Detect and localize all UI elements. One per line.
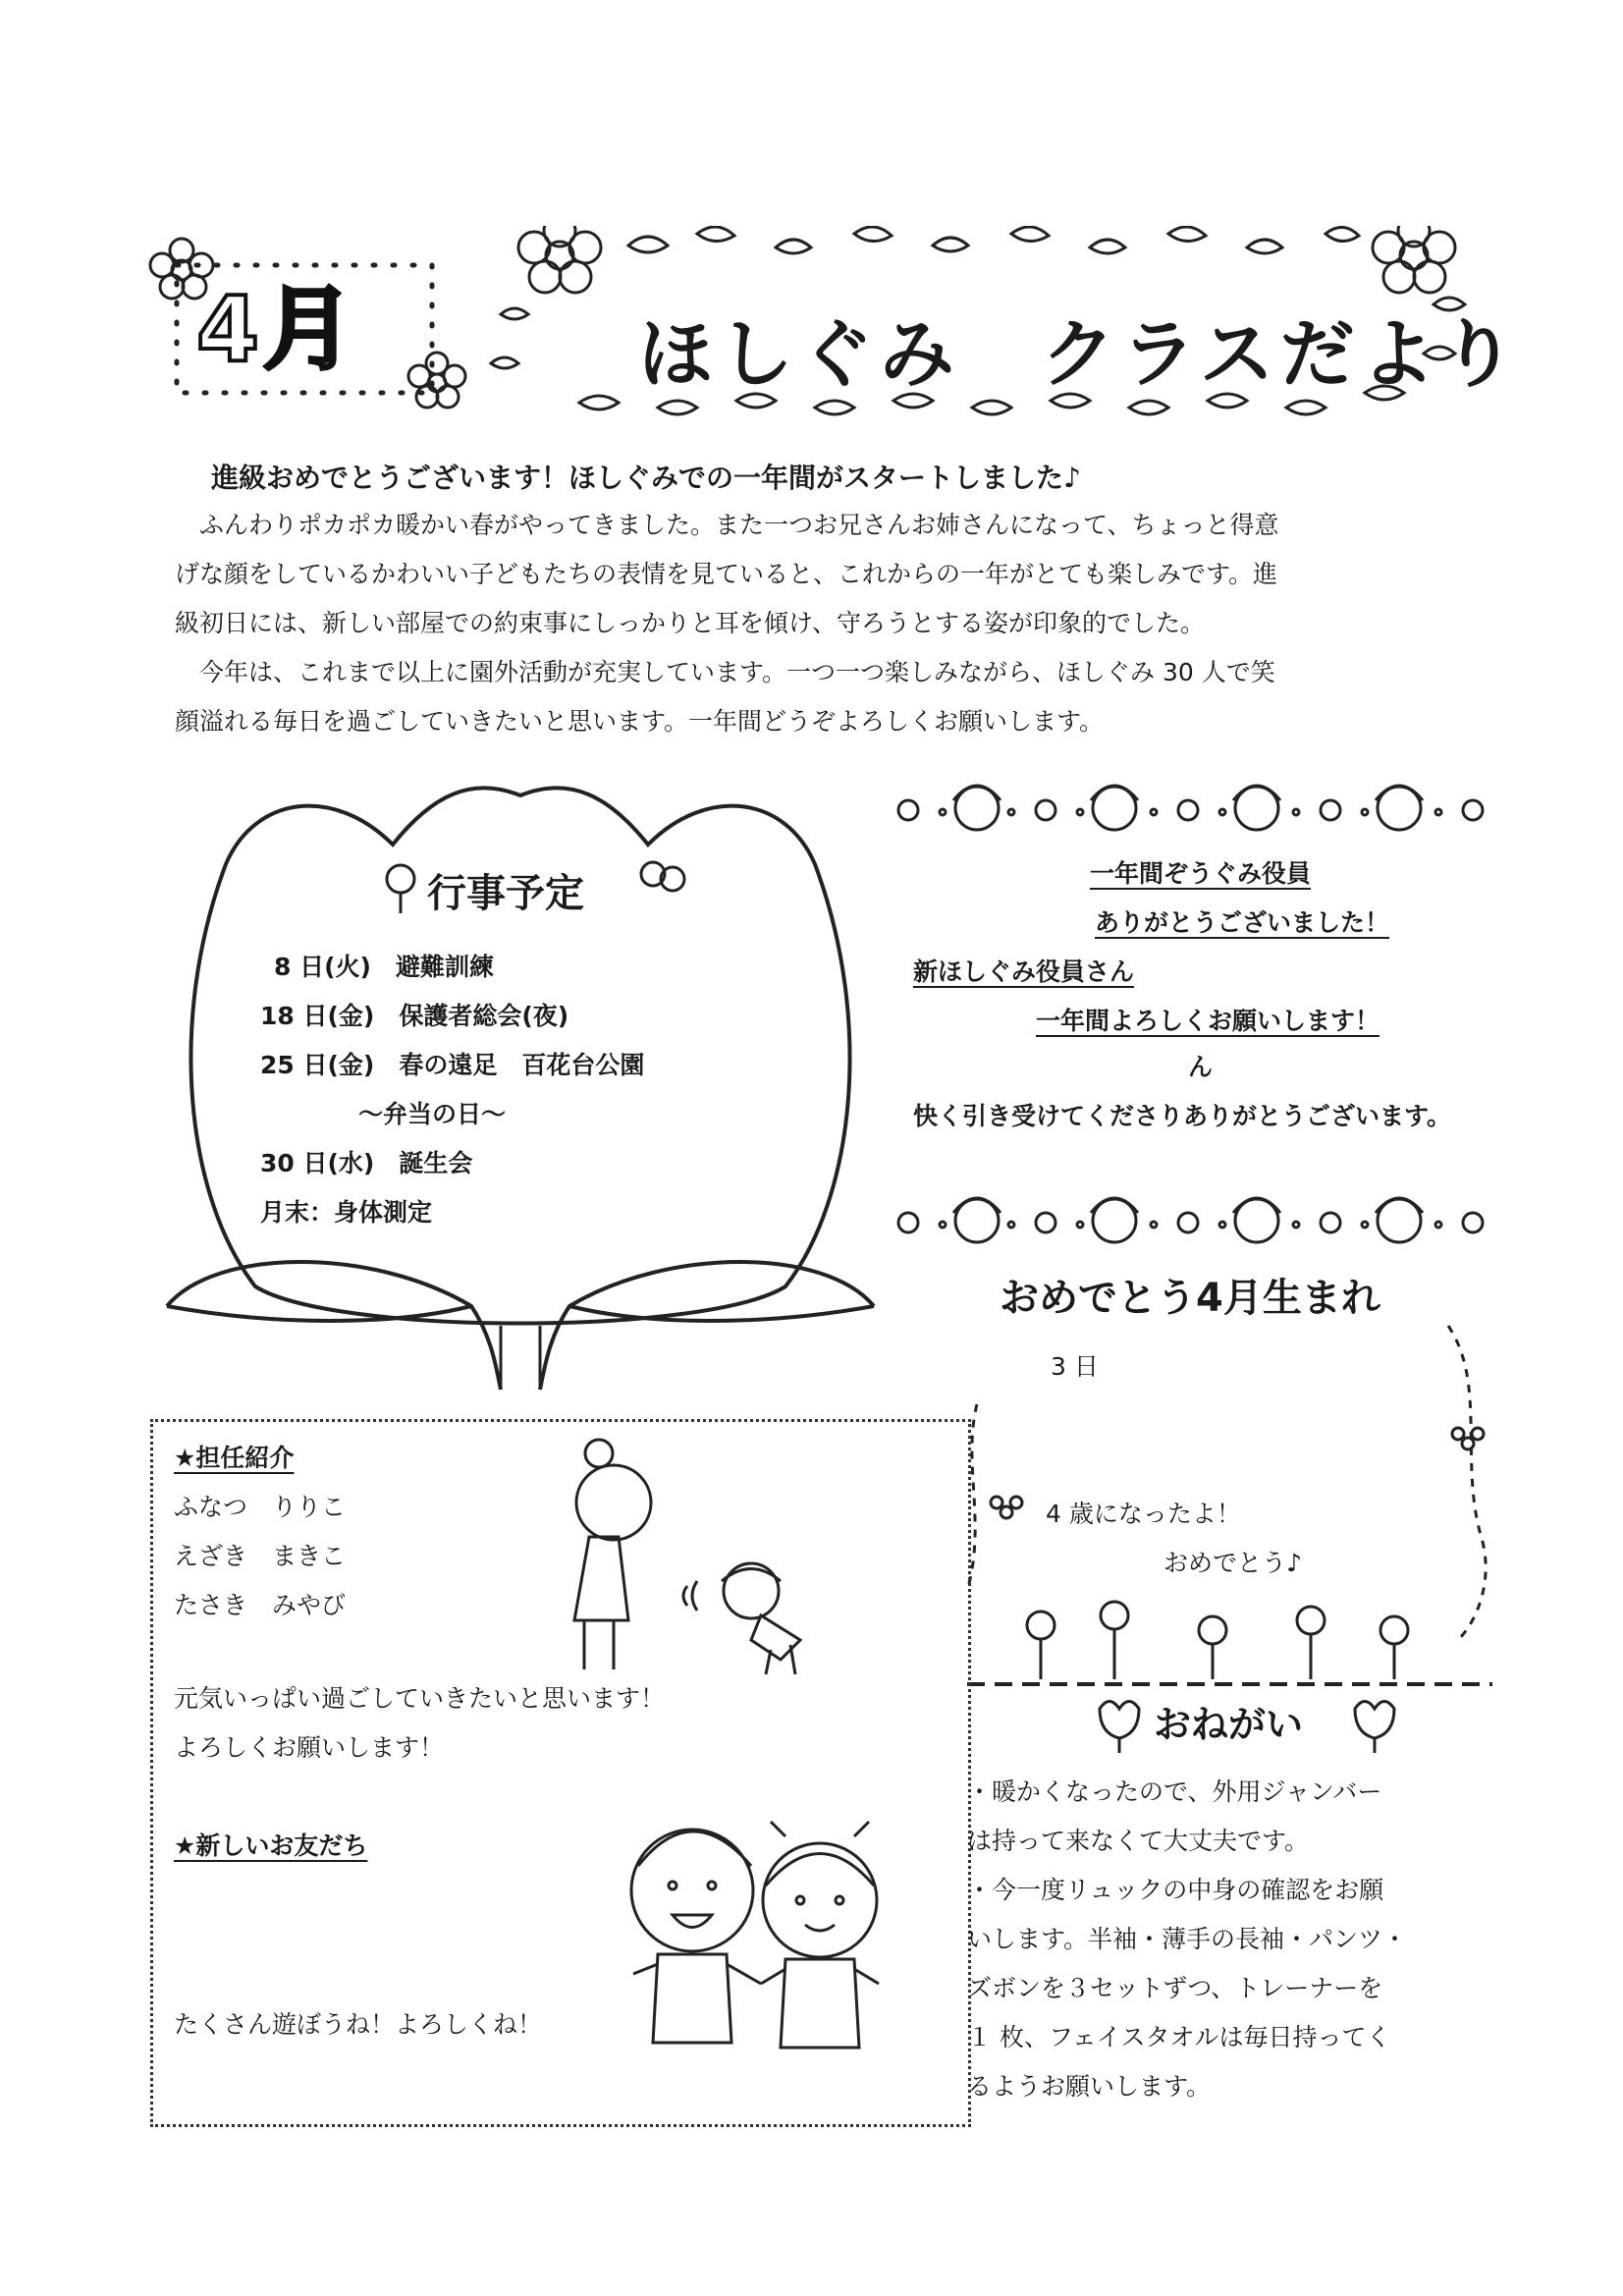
kids-border-bottom <box>889 1183 1497 1262</box>
officers-line3: 新ほしぐみ役員さん <box>913 957 1135 986</box>
intro-line: 顔溢れる毎日を過ごしていきたいと思います。一年間どうぞよろしくお願いします。 <box>175 707 1105 736</box>
intro-line: げな顔をしているかわいい子どもたちの表情を見ていると、これからの一年がとても楽しみです。進 <box>175 560 1278 588</box>
request-line: は持って来なくて大丈夫です。 <box>967 1827 1310 1855</box>
intro-line: 級初日には、新しい部屋での約束事にしっかりと耳を傾け、守ろうとする姿が印象的でした。 <box>175 609 1206 637</box>
birthday-title: おめでとう4月生まれ <box>1000 1276 1380 1321</box>
request-line: ズボンを３セットずつ、トレーナーを <box>967 1974 1383 2002</box>
teacher-name: たさき みやび <box>174 1591 347 1619</box>
teacher-bowing-illustration <box>550 1434 854 1679</box>
friends-heading: ★新しいお友だち <box>174 1831 368 1860</box>
kids-border-top <box>889 771 1497 849</box>
teachers-heading: ★担任紹介 <box>174 1444 295 1472</box>
birthday-date: 3 日 <box>1051 1352 1099 1381</box>
event-item: 25 日(金) 春の遠足 百花台公園 <box>260 1051 645 1079</box>
requests-title: おねがい <box>1154 1703 1304 1746</box>
intro-lead: 進級おめでとうございます！ほしぐみでの一年間がスタートしました♪ <box>211 462 1081 494</box>
teachers-message-2: よろしくお願いします！ <box>174 1733 445 1762</box>
month-title: 4月 <box>196 277 358 382</box>
request-line: ・今一度リュックの中身の確認をお願 <box>967 1876 1384 1904</box>
event-item: 8 日(火) 避難訓練 <box>274 953 494 981</box>
newsletter-title: ほしぐみ クラスだより <box>638 310 1522 398</box>
events-title: 行事予定 <box>427 871 584 916</box>
teacher-name: えざき まきこ <box>174 1542 347 1570</box>
teacher-name: ふなつ りりこ <box>174 1493 347 1521</box>
events-list <box>260 943 644 1237</box>
intro-body <box>175 501 1279 746</box>
intro-line: 今年は、これまで以上に園外活動が充実しています。一つ一つ楽しみながら、ほしぐみ 30 人で笑 <box>175 658 1275 686</box>
officers-line2: ありがとうございました！ <box>1095 908 1390 937</box>
two-kids-illustration <box>614 1807 898 2072</box>
birthday-message-1: 4 歳になったよ！ <box>1046 1500 1241 1528</box>
officers-line1: 一年間ぞうぐみ役員 <box>1090 859 1312 888</box>
officers-line5: ん <box>1188 1053 1214 1081</box>
event-item: 30 日(水) 誕生会 <box>260 1149 473 1177</box>
request-line: ・暖かくなったので、外用ジャンバー <box>967 1777 1382 1806</box>
request-line: るようお願いします。 <box>967 2072 1212 2101</box>
requests-list <box>967 1768 1407 2111</box>
teachers-message-1: 元気いっぱい過ごしていきたいと思います！ <box>174 1684 666 1713</box>
event-item: 月末：身体測定 <box>260 1198 433 1227</box>
officers-line6: 快く引き受けてくださりありがとうございます。 <box>913 1102 1452 1130</box>
birthday-message-2: おめでとう♪ <box>1163 1549 1302 1577</box>
event-item: 18 日(金) 保護者総会(夜) <box>260 1002 569 1030</box>
request-line: いします。半袖・薄手の長袖・パンツ・ <box>967 1925 1408 1953</box>
teacher-names <box>174 1483 346 1630</box>
request-line: １ 枚、フェイスタオルは毎日持ってく <box>967 2023 1391 2051</box>
friends-message: たくさん遊ぼうね！よろしくね！ <box>174 2010 543 2039</box>
event-item: ～弁当の日～ <box>260 1100 507 1128</box>
birthday-frame <box>957 1267 1502 1699</box>
intro-line: ふんわりポカポカ暖かい春がやってきました。また一つお兄さんお姉さんになって、ちょっと得意 <box>175 511 1279 539</box>
officers-line4: 一年間よろしくお願いします！ <box>1036 1007 1380 1035</box>
